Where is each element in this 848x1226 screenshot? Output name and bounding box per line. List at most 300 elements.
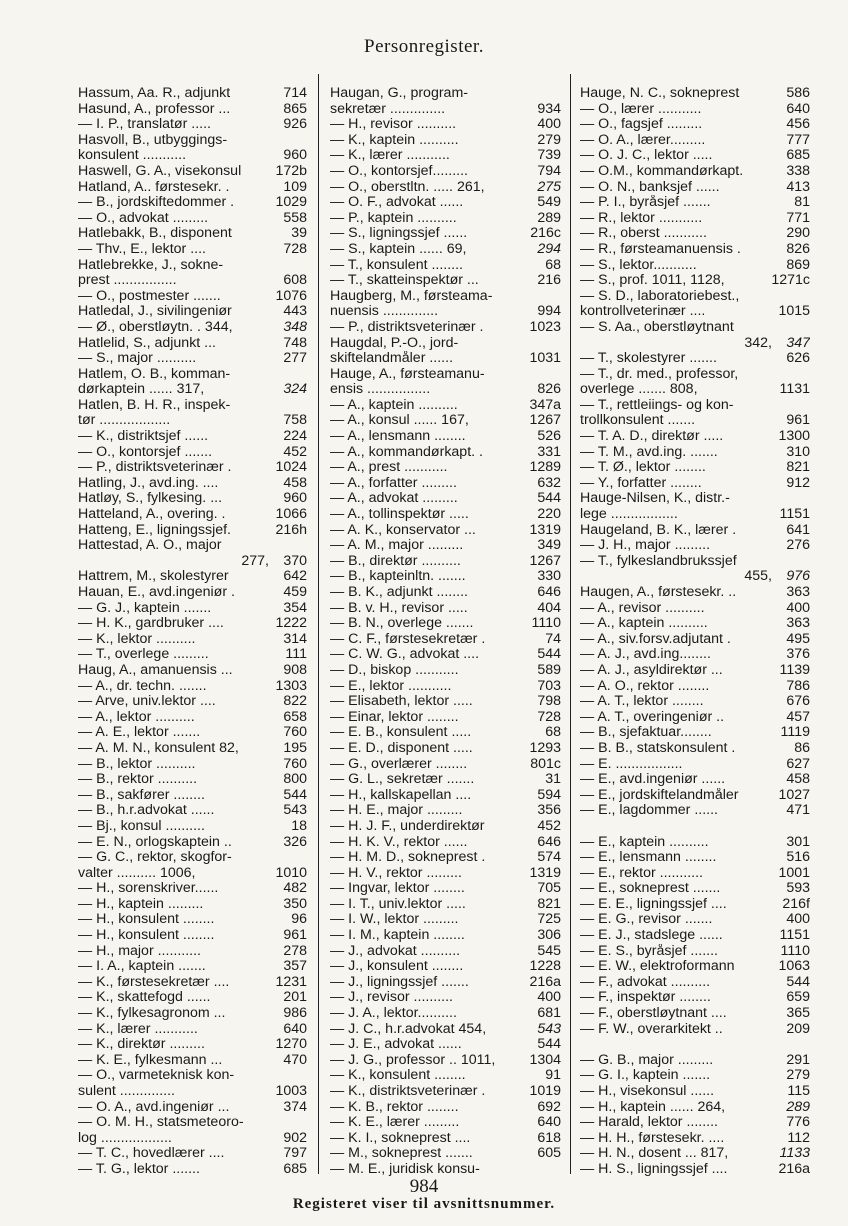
register-entry (330, 304, 561, 320)
entry-text: — S., lektor........... (580, 257, 697, 273)
entry-number: 356 (537, 802, 561, 819)
entry-text: Hatlem, O. B., komman- (78, 366, 231, 382)
entry-number: 91 (545, 1067, 561, 1084)
entry-number: 1066 (275, 506, 307, 523)
register-entry (330, 1068, 561, 1084)
register-entry (580, 226, 810, 242)
register-entry (580, 928, 810, 944)
entry-text: Hatlen, B. H. R., inspek- (78, 397, 231, 413)
entry-text: — P., kaptein .......... (330, 210, 457, 226)
entry-text: prest ................ (78, 273, 177, 289)
register-entry (330, 180, 561, 196)
entry-number: 201 (283, 989, 307, 1006)
register-entry (78, 195, 307, 211)
register-entry (330, 460, 561, 476)
entry-number: 456 (786, 116, 810, 133)
entry-number: 676 (786, 693, 810, 710)
entry-number: 86 (794, 739, 810, 756)
entry-text: — A., kaptein .......... (330, 397, 458, 413)
register-entry (580, 1162, 810, 1176)
register-entry (580, 429, 810, 445)
entry-text: — E. G., revisor ....... (580, 912, 713, 928)
register-entry (330, 413, 561, 429)
entry-text: — Ø., oberstløytn. . 344, (78, 319, 233, 335)
entry-text: — T. M., avd.ing. ....... (580, 444, 718, 460)
register-entry (580, 133, 810, 149)
entry-number: 357 (283, 958, 307, 975)
register-entry (580, 102, 810, 118)
register-entry (78, 694, 307, 710)
register-entry (330, 1006, 561, 1022)
register-entry (78, 491, 307, 507)
entry-text: — A., prest ........... (330, 460, 448, 476)
entry-text: — O., postmester ....... (78, 288, 221, 304)
register-entry (580, 835, 810, 851)
entry-text: — P., distriktsveterinær . (78, 460, 232, 476)
entry-text: — S. Aa., oberstløytnant (580, 319, 734, 335)
entry-text: — K., distriktsveterinær . (330, 1084, 486, 1099)
entry-text: — B. v. H., revisor ..... (330, 600, 468, 616)
entry-text: Haugeland, B. K., lærer . (580, 522, 737, 538)
register-entry (330, 1115, 561, 1131)
entry-number: 961 (786, 412, 810, 429)
register-entry (330, 1162, 561, 1176)
entry-text: — B., direktør .......... (330, 553, 461, 569)
register-entry (330, 351, 561, 367)
entry-text: — G. L., sekretær ....... (330, 772, 475, 788)
register-entry (330, 102, 561, 118)
entry-text: sekretær .............. (330, 101, 446, 117)
entry-number: 277 (283, 350, 307, 367)
register-entry (78, 242, 307, 258)
register-entry (580, 616, 810, 632)
entry-number: 310 (786, 443, 810, 460)
entry-number: 39 (291, 225, 307, 242)
register-entry (78, 679, 307, 695)
register-entry (330, 538, 561, 554)
entry-text: Hauge, N. C., sokneprest (580, 86, 740, 101)
entry-text: — I. A., kaptein ....... (78, 959, 206, 975)
entry-number: 797 (283, 1145, 307, 1162)
entry-text: — O. N., banksjef ...... (580, 179, 720, 195)
entry-number: 348 (283, 318, 307, 335)
register-entry (78, 1037, 307, 1053)
entry-number: 605 (537, 1145, 561, 1162)
entry-text: — A. E., lektor ....... (78, 725, 201, 741)
register-entry (78, 897, 307, 913)
entry-number: 728 (283, 240, 307, 257)
register-entry (580, 912, 810, 928)
entry-number: 821 (537, 895, 561, 912)
register-entry (330, 1053, 561, 1069)
register-entry (580, 351, 810, 367)
register-entry (330, 632, 561, 648)
register-entry (78, 460, 307, 476)
entry-text: Hassum, Aa. R., adjunkt (78, 86, 231, 101)
entry-text: ensis ................ (330, 382, 431, 398)
entry-text: — K., distriktsjef ...... (78, 429, 209, 445)
entry-number: 544 (537, 490, 561, 507)
entry-text: — Y., forfatter ........ (580, 475, 702, 491)
entry-text: — T., skatteinspektør ... (330, 273, 479, 289)
entry-number: 452 (537, 817, 561, 834)
register-entry (580, 585, 810, 601)
entry-number: 1139 (779, 661, 810, 678)
register-entry (580, 336, 810, 352)
register-entry (78, 538, 307, 554)
entry-number: 1319 (529, 521, 561, 538)
register-entry (580, 819, 810, 835)
entry-number: 658 (283, 708, 307, 725)
entry-text: — G. I., kaptein ....... (580, 1068, 711, 1084)
register-entry (580, 258, 810, 274)
register-entry (78, 304, 307, 320)
register-entry (78, 1022, 307, 1038)
entry-text: — G. C., rektor, skogfor- (78, 850, 232, 866)
entry-text: — H., kaptein ...... 264, (580, 1099, 726, 1115)
entry-text: Haswell, G. A., visekonsul (78, 163, 242, 179)
register-entry (78, 647, 307, 663)
entry-text: 342, (744, 335, 772, 351)
entry-text: — F., inspektør ........ (580, 990, 711, 1006)
register-entry (78, 117, 307, 133)
entry-text: — O., fagsjef ......... (580, 117, 703, 133)
register-entry (78, 367, 307, 383)
entry-number: 330 (537, 568, 561, 585)
entry-number: 354 (283, 599, 307, 616)
register-entry (330, 523, 561, 539)
register-entry (330, 772, 561, 788)
register-entry (78, 258, 307, 274)
entry-number: 526 (537, 428, 561, 445)
register-entry (580, 523, 810, 539)
entry-number: 306 (537, 927, 561, 944)
register-entry (330, 148, 561, 164)
register-entry (580, 803, 810, 819)
entry-number: 220 (537, 506, 561, 523)
register-entry (330, 819, 561, 835)
entry-text: — O. J. C., lektor ..... (580, 148, 713, 164)
entry-number: 224 (283, 428, 307, 445)
entry-text: — H. K., gardbruker .... (78, 616, 224, 632)
register-entry (580, 1115, 810, 1131)
entry-text: Hatlebrekke, J., sokne- (78, 257, 224, 273)
entry-text: — B. N., overlege ....... (330, 616, 474, 632)
entry-text: — M. E., juridisk konsu- (330, 1161, 480, 1176)
entry-text: — F. W., overarkitekt .. (580, 1021, 723, 1037)
entry-text: — S., ligningssjef ...... (330, 226, 468, 242)
entry-text: — E. B., konsulent ..... (330, 725, 472, 741)
entry-text: — B. B., statskonsulent . (580, 740, 736, 756)
register-entry (330, 491, 561, 507)
entry-text: — S., major .......... (78, 351, 197, 367)
entry-text: — P., distriktsveterinær . (330, 319, 484, 335)
entry-number: 81 (794, 194, 810, 211)
entry-number: 216c (530, 225, 561, 242)
entry-number: 109 (283, 178, 307, 195)
register-entry (580, 1022, 810, 1038)
entry-number: 739 (537, 147, 561, 164)
entry-text: — E. N., orlogskaptein .. (78, 834, 232, 850)
entry-number: 794 (537, 162, 561, 179)
column-divider (570, 74, 571, 1174)
entry-number: 290 (786, 225, 810, 242)
entry-number: 1063 (778, 958, 810, 975)
entry-number: 642 (283, 568, 307, 585)
register-entry (78, 86, 307, 102)
entry-number: 725 (537, 911, 561, 928)
entry-text: overlege ....... 808, (580, 382, 698, 398)
entry-text: — C. W. G., advokat .... (330, 647, 480, 663)
entry-text: — I. T., univ.lektor ..... (330, 896, 466, 912)
entry-number: 1303 (275, 677, 307, 694)
register-entry (330, 944, 561, 960)
register-entry (330, 741, 561, 757)
entry-number: 370 (283, 552, 307, 569)
entry-number: 748 (283, 334, 307, 351)
entry-text: — J. C., h.r.advokat 454, (330, 1021, 487, 1037)
entry-text: — A., kommandørkapt. . (330, 444, 483, 460)
entry-number: 1319 (529, 864, 561, 881)
entry-number: 640 (283, 1020, 307, 1037)
entry-text: — A., konsul ...... 167, (330, 413, 469, 429)
entry-number: 1019 (529, 1083, 561, 1099)
register-column-1 (78, 86, 307, 1176)
register-entry (580, 242, 810, 258)
register-entry (580, 289, 810, 305)
entry-text: — T. G., lektor ....... (78, 1161, 200, 1176)
entry-number: 1027 (778, 786, 810, 803)
entry-number: 470 (283, 1051, 307, 1068)
register-entry (78, 772, 307, 788)
entry-text: — O. F., advokat ...... (330, 195, 464, 211)
register-entry (330, 725, 561, 741)
entry-number: 443 (283, 303, 307, 320)
entry-text: — H. K. V., rektor ...... (330, 834, 468, 850)
entry-text: — Arve, univ.lektor .... (78, 694, 216, 710)
entry-number: 404 (537, 599, 561, 616)
entry-number: 294 (537, 240, 561, 257)
register-entry (78, 507, 307, 523)
entry-text: — E. W., elektroformann (580, 959, 735, 975)
register-entry (330, 445, 561, 461)
entry-number: 627 (786, 755, 810, 772)
register-entry (580, 273, 810, 289)
register-entry (580, 1084, 810, 1100)
register-entry (580, 148, 810, 164)
entry-text: — F., advokat .......... (580, 974, 711, 990)
register-entry (78, 803, 307, 819)
entry-text: Hauge-Nilsen, K., distr.- (580, 491, 730, 507)
register-entry (78, 990, 307, 1006)
entry-number: 646 (537, 833, 561, 850)
register-entry (580, 1068, 810, 1084)
entry-number: 543 (283, 802, 307, 819)
register-entry (580, 975, 810, 991)
entry-number: 544 (283, 786, 307, 803)
entry-text: — A. M., major ......... (330, 538, 464, 554)
register-entry (330, 601, 561, 617)
register-entry (580, 491, 810, 507)
entry-number: 685 (786, 147, 810, 164)
entry-number: 685 (283, 1160, 307, 1176)
entry-number: 115 (787, 1083, 810, 1099)
entry-text: Hasvoll, B., utbyggings- (78, 132, 228, 148)
entry-text: — E., kaptein .......... (580, 834, 709, 850)
entry-number: 363 (786, 584, 810, 600)
register-entry (78, 1084, 307, 1100)
register-entry (330, 616, 561, 632)
register-entry (78, 133, 307, 149)
register-entry (78, 523, 307, 539)
entry-number: 209 (786, 1020, 810, 1037)
entry-number: 216h (275, 521, 307, 538)
register-entry (78, 148, 307, 164)
entry-number: 374 (283, 1098, 307, 1115)
entry-text: — H. H., førstesekr. .... (580, 1130, 725, 1146)
register-entry (580, 86, 810, 102)
entry-text: 277, (241, 553, 269, 569)
entry-text: — K. E., fylkesmann ... (78, 1052, 223, 1068)
register-entry (330, 647, 561, 663)
register-entry (78, 601, 307, 617)
entry-text: — P. I., byråsjef ....... (580, 195, 711, 211)
entry-number: 961 (283, 927, 307, 944)
register-entry (78, 569, 307, 585)
register-entry (330, 507, 561, 523)
entry-text: — O.M., kommandørkapt. (580, 163, 744, 179)
entry-text: — H., konsulent ........ (78, 928, 215, 944)
entry-number: 471 (786, 802, 810, 819)
register-entry (78, 413, 307, 429)
entry-text: — C. F., førstesekretær . (330, 631, 486, 647)
entry-text: Hatling, J., avd.ing. .... (78, 475, 219, 491)
entry-number: 865 (283, 100, 307, 117)
register-entry (78, 211, 307, 227)
entry-text: log .................. (78, 1130, 172, 1146)
entry-text: — A. M. N., konsulent 82, (78, 740, 239, 756)
register-entry (78, 180, 307, 196)
entry-number: 771 (786, 209, 810, 226)
register-entry (330, 86, 561, 102)
register-entry (78, 102, 307, 118)
entry-text: — G., overlærer ........ (330, 756, 468, 772)
entry-number: 586 (786, 86, 810, 101)
entry-text: — H. S., ligningssjef .... (580, 1161, 728, 1176)
register-entry (78, 663, 307, 679)
entry-number: 821 (786, 459, 810, 476)
entry-text: — S. D., laboratoriebest., (580, 288, 740, 304)
register-entry (78, 1068, 307, 1084)
register-entry (580, 1006, 810, 1022)
entry-number: 400 (786, 911, 810, 928)
entry-number: 543 (537, 1020, 561, 1037)
entry-text: — K., skattefogd ...... (78, 990, 211, 1006)
entry-text: — K., lektor .......... (78, 631, 196, 647)
entry-text: — G. B., major ......... (580, 1052, 714, 1068)
entry-text: — B., kapteinltn. ....... (330, 569, 466, 585)
entry-text: kontrollveterinær .... (580, 304, 706, 320)
entry-text: — O., lærer ........... (580, 101, 702, 117)
entry-text: — K. E., lærer ......... (330, 1115, 460, 1131)
register-entry (330, 569, 561, 585)
entry-number: 976 (786, 568, 810, 585)
entry-text: — A. K., konservator ... (330, 522, 476, 538)
entry-text: — H. N., dosent ... 817, (580, 1146, 729, 1162)
entry-text: — M., sokneprest ....... (330, 1146, 473, 1162)
entry-text: — K. B., rektor ........ (330, 1099, 459, 1115)
entry-number: 908 (283, 661, 307, 678)
entry-number: 289 (786, 1098, 810, 1115)
register-entry (78, 351, 307, 367)
register-entry (78, 1131, 307, 1147)
entry-number: 349 (537, 537, 561, 554)
register-entry (78, 164, 307, 180)
entry-text: — S., prof. 1011, 1128, (580, 273, 725, 289)
register-entry (78, 554, 307, 570)
register-entry (580, 1146, 810, 1162)
entry-text: Hatteland, A., overing. . (78, 507, 226, 523)
register-entry (580, 367, 810, 383)
entry-number: 1300 (778, 428, 810, 445)
entry-text: — E., sokneprest ....... (580, 881, 721, 897)
register-entry (330, 429, 561, 445)
entry-text: Hauan, E., avd.ingeniør . (78, 585, 235, 600)
entry-number: 172b (275, 162, 307, 179)
entry-number: 826 (537, 381, 561, 398)
entry-number: 714 (283, 86, 307, 101)
entry-text: — E. E., ligningssjef .... (580, 896, 727, 912)
register-entry (580, 538, 810, 554)
register-entry (78, 835, 307, 851)
entry-text: — B. K., adjunkt ........ (330, 585, 468, 600)
entry-text: Hatteng, E., ligningssjef. (78, 522, 231, 538)
entry-text: — B., sakfører ........ (78, 787, 205, 803)
register-entry (78, 1115, 307, 1131)
entry-number: 278 (283, 942, 307, 959)
entry-number: 216a (529, 973, 561, 990)
register-entry (580, 1037, 810, 1053)
entry-text: — E. S., byråsjef ....... (580, 943, 718, 959)
entry-text: — E. J., stadslege ...... (580, 928, 723, 944)
entry-text: — Ingvar, lektor ........ (330, 881, 465, 897)
register-entry (78, 1006, 307, 1022)
entry-number: 594 (537, 786, 561, 803)
entry-text: — R., oberst ........... (580, 226, 707, 242)
entry-text: — O., oberstltn. ..... 261, (330, 179, 485, 195)
register-entry (330, 788, 561, 804)
register-entry (580, 304, 810, 320)
register-entry (78, 382, 307, 398)
register-entry (580, 788, 810, 804)
register-entry (580, 959, 810, 975)
entry-text: — G. J., kaptein ....... (78, 600, 212, 616)
register-entry (78, 959, 307, 975)
register-entry (330, 273, 561, 289)
register-entry (78, 757, 307, 773)
entry-number: 216 (537, 272, 561, 289)
entry-number: 544 (537, 1036, 561, 1053)
entry-text: — E., lensmann ........ (580, 850, 717, 866)
entry-text: — H., revisor .......... (330, 117, 457, 133)
register-entry (580, 211, 810, 227)
entry-number: 777 (786, 131, 810, 148)
entry-text: — E., avd.ingeniør ...... (580, 772, 726, 788)
register-entry (330, 850, 561, 866)
entry-number: 589 (537, 661, 561, 678)
register-entry (580, 117, 810, 133)
entry-number: 640 (537, 1114, 561, 1131)
